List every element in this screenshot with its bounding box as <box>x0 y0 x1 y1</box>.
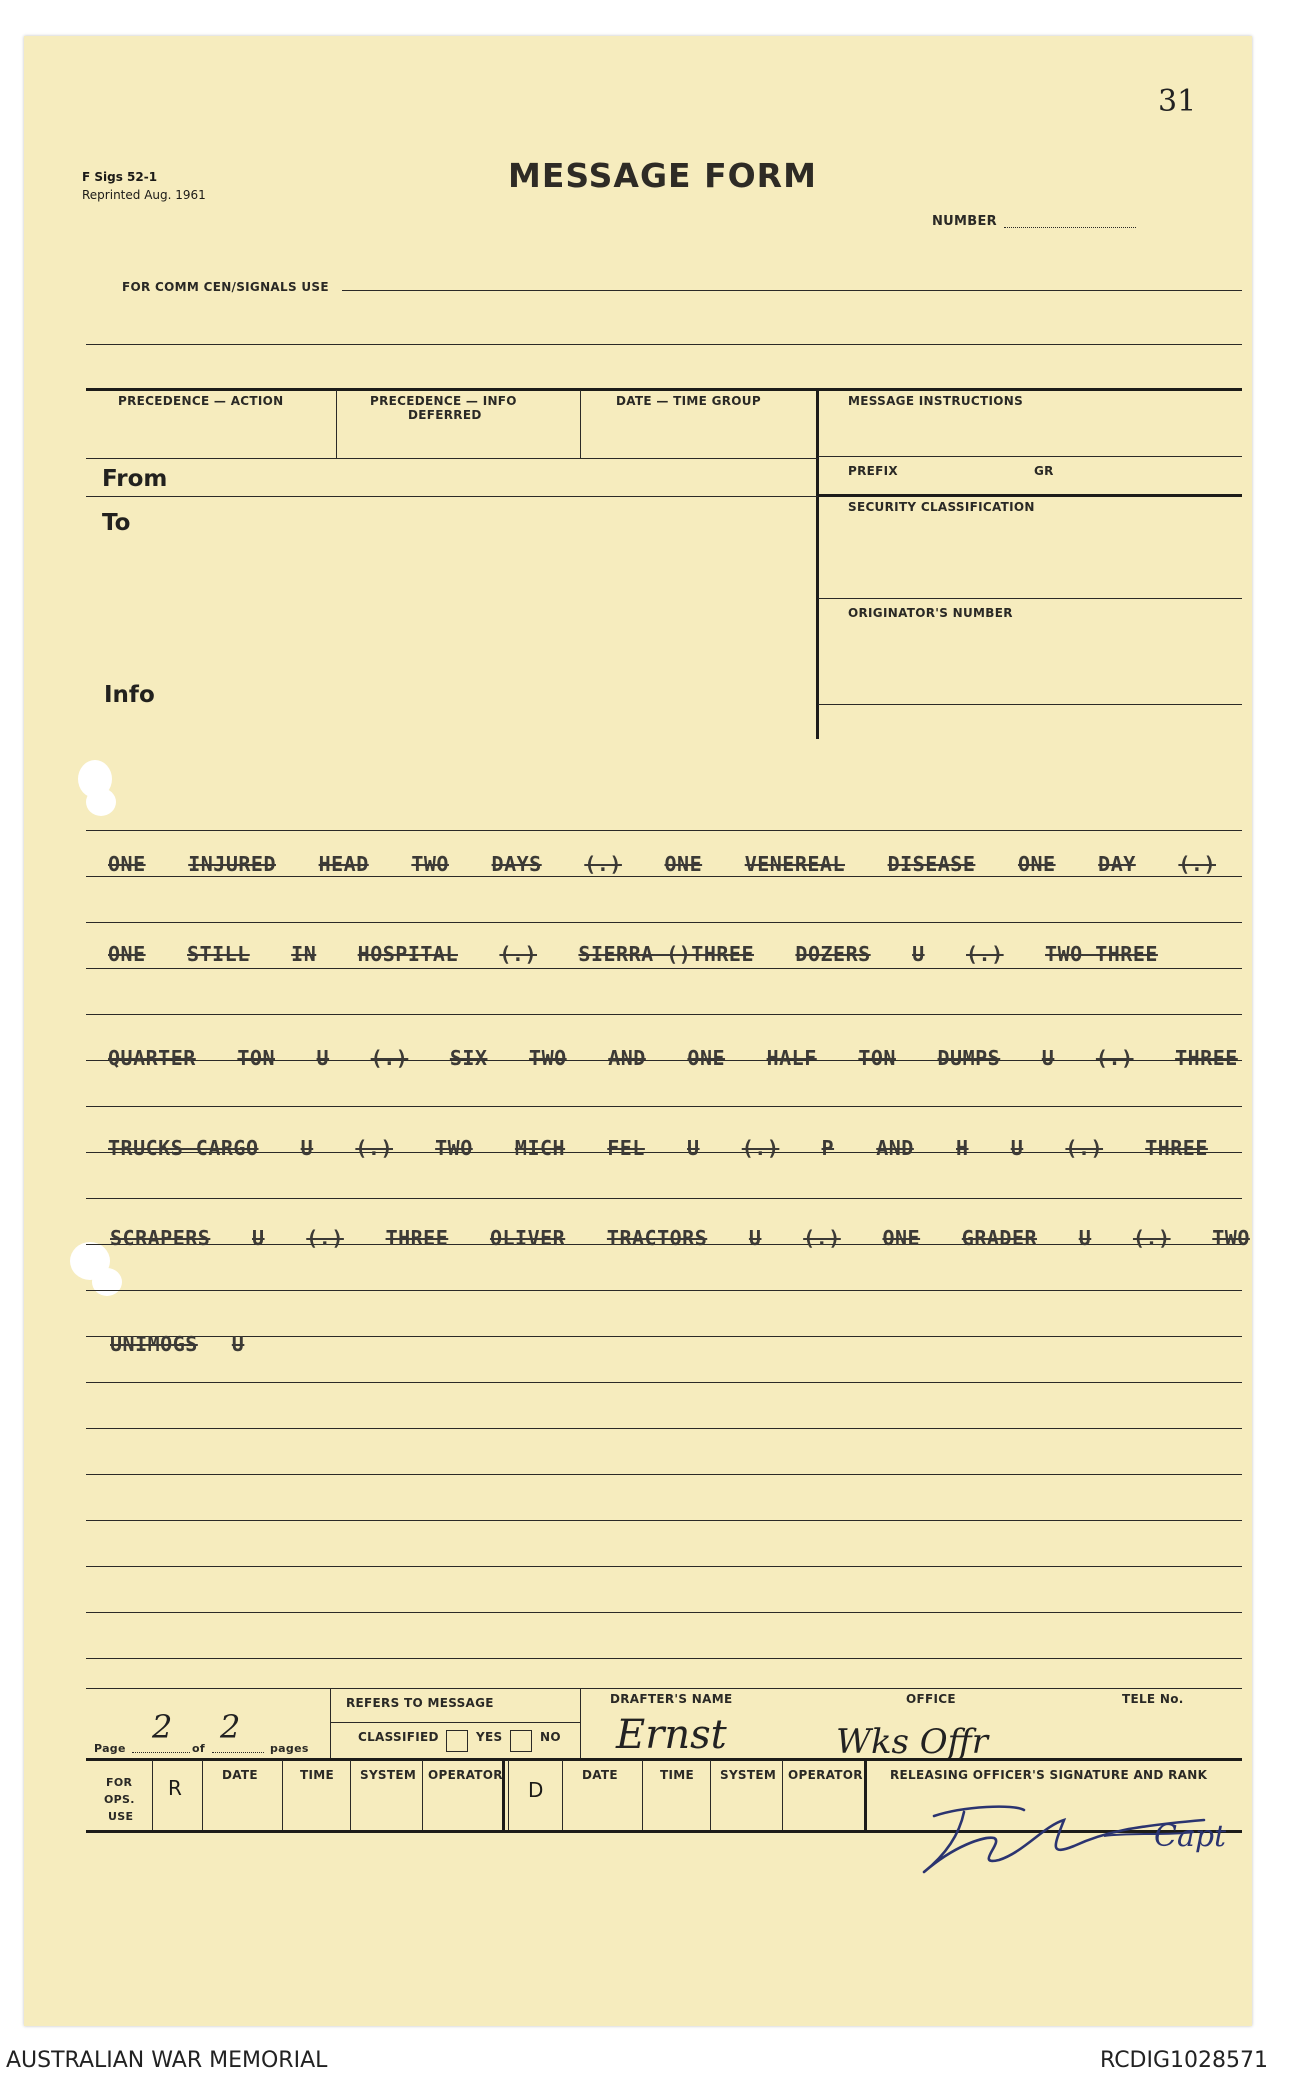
message-word: (.) <box>584 852 622 876</box>
message-word: (.) <box>966 942 1004 966</box>
prefix-label: PREFIX <box>848 464 898 478</box>
to-label: To <box>102 510 131 536</box>
message-word: ONE <box>664 852 703 876</box>
message-instructions-label: MESSAGE INSTRUCTIONS <box>848 394 1024 408</box>
gr-label: GR <box>1034 464 1054 478</box>
office-value: Wks Offr <box>836 1722 989 1762</box>
message-word: DOZERS <box>795 942 871 966</box>
message-word: SIX <box>449 1046 488 1070</box>
office-label: OFFICE <box>906 1692 956 1706</box>
comm-cen-label: FOR COMM CEN/SIGNALS USE <box>122 280 329 294</box>
message-line <box>108 1136 1208 1160</box>
message-word: TWO <box>1212 1226 1250 1250</box>
pages-underline <box>212 1752 264 1753</box>
message-word: OLIVER <box>489 1226 566 1250</box>
message-word: (.) <box>1095 1046 1134 1070</box>
message-word: U <box>1010 1136 1024 1160</box>
message-word: TWO <box>529 1046 567 1070</box>
message-word: SCRAPERS <box>110 1226 211 1250</box>
no-label: NO <box>540 1730 561 1744</box>
for-ops-use-2: OPS. <box>104 1793 135 1806</box>
message-word: VENEREAL <box>744 852 846 876</box>
operator-label-1: OPERATOR <box>428 1768 503 1782</box>
from-label: From <box>102 466 168 492</box>
number-label: NUMBER <box>932 214 997 229</box>
message-word: (.) <box>1132 1226 1171 1250</box>
message-word: ONE <box>1017 852 1056 876</box>
message-word: DUMPS <box>937 1046 1001 1070</box>
message-line <box>110 1332 310 1356</box>
message-word: P <box>821 1136 835 1160</box>
info-label: Info <box>104 682 155 708</box>
deferred-label: DEFERRED <box>408 408 482 422</box>
pages-label: pages <box>270 1742 309 1755</box>
d-label: D <box>528 1778 544 1802</box>
page-label: Page <box>94 1742 126 1755</box>
message-word: TRACTORS <box>606 1226 708 1250</box>
punch-hole-bottom-2 <box>92 1268 122 1296</box>
number-dotted-line <box>1004 227 1136 228</box>
message-word: SIERRA ()THREE <box>578 942 754 966</box>
tele-no-label: TELE No. <box>1122 1692 1184 1706</box>
message-word: IN <box>291 942 317 966</box>
of-label: of <box>192 1742 205 1755</box>
message-word: THREE <box>1175 1046 1238 1070</box>
message-word: DAY <box>1098 852 1136 876</box>
message-word: (.) <box>499 942 538 966</box>
message-word: (.) <box>803 1226 841 1250</box>
officer-signature <box>904 1776 1234 1886</box>
message-word: U <box>300 1136 314 1160</box>
message-word: (.) <box>1178 852 1216 876</box>
message-word: (.) <box>1065 1136 1104 1160</box>
message-word: AND <box>608 1046 646 1070</box>
message-line <box>108 1046 1238 1070</box>
archive-credit-right: RCDIG1028571 <box>1100 2048 1269 2073</box>
yes-label: YES <box>476 1730 503 1744</box>
form-title: MESSAGE FORM <box>508 156 817 195</box>
classified-yes-checkbox[interactable] <box>446 1730 468 1752</box>
message-line <box>108 942 1158 966</box>
message-word: TWO THREE <box>1045 942 1158 966</box>
message-word: HOSPITAL <box>357 942 458 966</box>
page-number: 31 <box>1158 84 1197 119</box>
message-word: HEAD <box>318 852 369 876</box>
security-classification-label: SECURITY CLASSIFICATION <box>848 500 1035 514</box>
message-line <box>110 1226 1250 1250</box>
message-word: QUARTER <box>108 1046 196 1070</box>
message-word: TON <box>237 1046 275 1070</box>
releasing-officer-label: RELEASING OFFICER'S SIGNATURE AND RANK <box>890 1768 1208 1782</box>
message-word: (.) <box>306 1226 344 1250</box>
reprinted-date: Reprinted Aug. 1961 <box>82 188 206 202</box>
message-word: U <box>252 1226 265 1250</box>
message-word: STILL <box>187 942 250 966</box>
message-word: TWO <box>435 1136 473 1160</box>
message-word: (.) <box>741 1136 780 1160</box>
message-word: ONE <box>108 942 146 966</box>
message-word: ONE <box>882 1226 921 1250</box>
message-word: U <box>1078 1226 1092 1250</box>
message-word: DISEASE <box>887 852 976 876</box>
time-label-1: TIME <box>300 1768 334 1782</box>
page-underline <box>132 1752 190 1753</box>
dtg-label: DATE — TIME GROUP <box>616 394 761 408</box>
system-label-1: SYSTEM <box>360 1768 417 1782</box>
message-word: ONE <box>108 852 146 876</box>
pages-value: 2 <box>220 1708 241 1746</box>
message-word: THREE <box>385 1226 449 1250</box>
message-word: GRADER <box>961 1226 1038 1250</box>
precedence-info-label: PRECEDENCE — INFO <box>370 394 517 408</box>
punch-hole-top-2 <box>86 788 116 816</box>
message-word: AND <box>876 1136 914 1160</box>
date-label-1: DATE <box>222 1768 258 1782</box>
message-word: MICH <box>514 1136 566 1160</box>
operator-label-2: OPERATOR <box>788 1768 863 1782</box>
message-word: (.) <box>355 1136 393 1160</box>
message-word: H <box>956 1136 969 1160</box>
for-ops-use-1: FOR <box>106 1776 133 1789</box>
archive-credit-left: AUSTRALIAN WAR MEMORIAL <box>6 2048 328 2073</box>
message-word: HALF <box>766 1046 817 1070</box>
precedence-action-label: PRECEDENCE — ACTION <box>118 394 284 408</box>
system-label-2: SYSTEM <box>720 1768 777 1782</box>
page-value: 2 <box>152 1708 173 1746</box>
for-ops-use-3: USE <box>108 1810 134 1823</box>
message-word: INJURED <box>188 852 276 876</box>
date-label-2: DATE <box>582 1768 618 1782</box>
message-word: U <box>687 1136 700 1160</box>
classified-no-checkbox[interactable] <box>510 1730 532 1752</box>
message-word: U <box>231 1332 245 1356</box>
r-label: R <box>168 1776 182 1800</box>
message-word: THREE <box>1145 1136 1208 1160</box>
message-word: TRUCKS CARGO <box>108 1136 259 1160</box>
message-form-sheet <box>24 36 1252 2026</box>
message-line <box>108 852 1216 876</box>
message-word: TON <box>858 1046 896 1070</box>
message-word: ONE <box>687 1046 726 1070</box>
classified-label: CLASSIFIED <box>358 1730 439 1744</box>
message-word: U <box>316 1046 330 1070</box>
message-word: UNIMOGS <box>110 1332 198 1356</box>
refers-to-message-label: REFERS TO MESSAGE <box>346 1696 494 1710</box>
drafters-name-value: Ernst <box>616 1712 727 1758</box>
message-word: DAYS <box>491 852 542 876</box>
form-code: F Sigs 52-1 <box>82 170 158 184</box>
message-word: U <box>1041 1046 1055 1070</box>
drafters-name-label: DRAFTER'S NAME <box>610 1692 733 1706</box>
time-label-2: TIME <box>660 1768 694 1782</box>
message-word: U <box>748 1226 762 1250</box>
signature-rank: Capt <box>1154 1819 1227 1854</box>
message-word: FEL <box>607 1136 645 1160</box>
message-word: (.) <box>370 1046 409 1070</box>
message-word: TWO <box>411 852 449 876</box>
message-word: U <box>912 942 925 966</box>
originators-number-label: ORIGINATOR'S NUMBER <box>848 606 1013 620</box>
